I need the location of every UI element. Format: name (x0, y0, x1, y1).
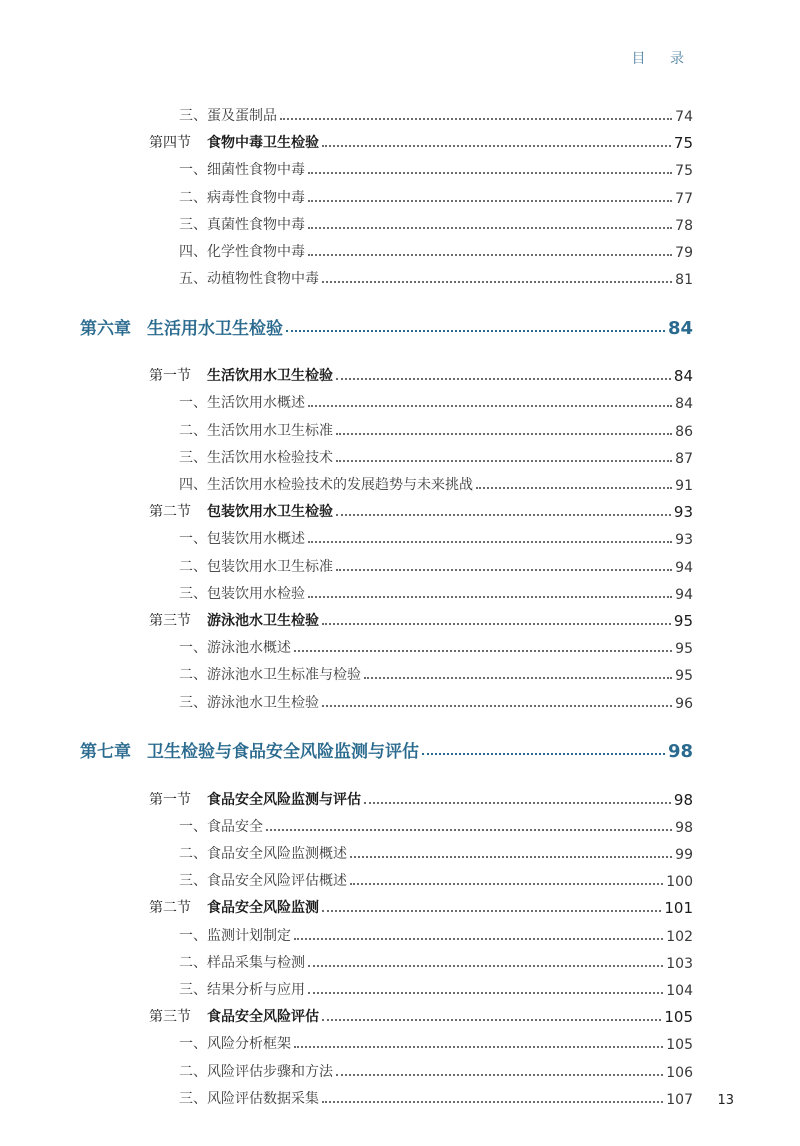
toc-item-row[interactable] (179, 1084, 693, 1108)
toc-section-row[interactable] (149, 361, 693, 385)
toc-page-number: 84 (673, 367, 693, 386)
toc-section-number: 第一节 (149, 368, 191, 385)
toc-item-title: 三、游泳池水卫生检验 (179, 694, 319, 711)
toc-item-title: 一、监测计划制定 (179, 927, 291, 944)
toc-item-title: 二、病毒性食物中毒 (179, 189, 305, 206)
toc-page-number: 93 (673, 503, 693, 522)
toc-section-title: 包装饮用水卫生检验 (207, 504, 333, 521)
toc-page-number: 96 (675, 695, 693, 712)
toc-page-number: 105 (664, 1008, 693, 1027)
toc-page-number: 98 (667, 741, 693, 763)
toc-section-number: 第二节 (149, 504, 191, 521)
toc-page-number: 75 (675, 163, 693, 180)
dot-leader (308, 253, 672, 256)
dot-leader (364, 801, 671, 804)
toc-item-title: 三、真菌性食物中毒 (179, 216, 305, 233)
dot-leader (266, 828, 672, 831)
dot-leader (336, 568, 672, 571)
toc-item-row[interactable] (179, 1029, 693, 1053)
toc-page-number: 105 (666, 1037, 693, 1054)
toc-item-title: 一、游泳池水概述 (179, 640, 291, 657)
toc-chapter-title: 卫生检验与食品安全风险监测与评估 (147, 742, 419, 763)
toc-item-title: 一、风险分析框架 (179, 1036, 291, 1053)
toc-chapter-number: 第六章 (80, 318, 131, 339)
toc-item-row[interactable] (179, 416, 693, 440)
dot-leader (294, 649, 672, 652)
toc-item-row[interactable] (179, 524, 693, 548)
dot-leader (308, 991, 663, 994)
toc-item-row[interactable] (179, 443, 693, 467)
toc-chapter-row[interactable] (80, 734, 693, 762)
toc-item-row[interactable] (179, 579, 693, 603)
toc-section-number: 第三节 (149, 613, 191, 629)
toc-item-row[interactable] (179, 839, 693, 863)
toc-page-number: 104 (666, 983, 693, 999)
dot-leader (350, 855, 672, 858)
toc-item-row[interactable] (179, 921, 693, 945)
toc-page-number: 98 (675, 819, 693, 836)
toc-item-title: 二、生活饮用水卫生标准 (179, 422, 333, 439)
toc-page-number: 99 (675, 847, 693, 863)
toc-section-number: 第四节 (149, 135, 191, 152)
toc-section-row[interactable] (149, 893, 693, 917)
toc-item-row[interactable] (179, 552, 693, 576)
toc-item-title: 二、食品安全风险监测概述 (179, 846, 347, 862)
dot-leader (294, 1045, 663, 1048)
toc-item-title: 三、食品安全风险评估概述 (179, 873, 347, 890)
dot-leader (294, 937, 663, 940)
toc-page-number: 95 (675, 641, 693, 658)
dot-leader (322, 1018, 661, 1021)
running-head: 目 录 (631, 51, 694, 67)
toc-item-row[interactable] (179, 264, 693, 288)
dot-leader (422, 752, 665, 755)
toc-section-number: 第三节 (149, 1009, 191, 1026)
toc-item-title: 四、化学性食物中毒 (179, 244, 305, 260)
dot-leader (280, 117, 672, 120)
dot-leader (286, 329, 665, 332)
toc-page-number: 79 (675, 245, 693, 261)
toc-section-title: 生活饮用水卫生检验 (207, 368, 333, 385)
toc-item-title: 三、包装饮用水检验 (179, 585, 305, 602)
toc-item-title: 三、生活饮用水检验技术 (179, 449, 333, 466)
dot-leader (308, 595, 672, 598)
toc-page-number: 103 (666, 955, 693, 972)
toc-page-number: 102 (666, 928, 693, 945)
toc-page-number: 81 (675, 272, 693, 289)
dot-leader (322, 622, 671, 625)
dot-leader (322, 909, 661, 912)
toc-item-title: 一、生活饮用水概述 (179, 395, 305, 412)
toc-item-row[interactable] (179, 660, 693, 684)
toc-item-row[interactable] (179, 1057, 693, 1081)
toc-section-title: 食物中毒卫生检验 (207, 135, 319, 152)
toc-section-title: 食品安全风险监测 (207, 900, 319, 917)
toc-item-title: 二、样品采集与检测 (179, 954, 305, 971)
toc-item-row[interactable] (179, 237, 693, 261)
dot-leader (350, 882, 663, 885)
toc-item-row[interactable] (179, 183, 693, 207)
toc-page-number: 86 (675, 423, 693, 440)
toc-section-row[interactable] (149, 128, 693, 152)
dot-leader (308, 199, 672, 202)
toc-item-title: 一、食品安全 (179, 818, 263, 835)
toc-page-number: 101 (664, 899, 693, 918)
toc-page-number: 107 (666, 1091, 693, 1108)
toc-chapter-title: 生活用水卫生检验 (147, 318, 283, 339)
toc-item-title: 一、细菌性食物中毒 (179, 162, 305, 179)
toc-item-row[interactable] (179, 633, 693, 657)
toc-section-title: 食品安全风险评估 (207, 1009, 319, 1026)
toc-section-number: 第一节 (149, 791, 191, 808)
toc-page-number: 87 (675, 450, 693, 467)
toc-item-title: 三、结果分析与应用 (179, 982, 305, 998)
toc-item-title: 三、风险评估数据采集 (179, 1090, 319, 1107)
toc-item-title: 二、包装饮用水卫生标准 (179, 558, 333, 575)
toc-page-number: 75 (673, 134, 693, 153)
dot-leader (308, 540, 672, 543)
toc-page-number: 84 (667, 317, 693, 339)
dot-leader (336, 459, 672, 462)
toc-item-title: 三、蛋及蛋制品 (179, 108, 277, 124)
toc-page-number: 98 (673, 790, 693, 809)
dot-leader (308, 964, 663, 967)
toc-page-number: 100 (666, 874, 693, 891)
toc-section-row[interactable] (149, 785, 693, 809)
toc-page-number: 106 (666, 1064, 693, 1081)
toc-page-number: 78 (675, 217, 693, 234)
toc-item-row[interactable] (179, 155, 693, 179)
toc-item-title: 四、生活饮用水检验技术的发展趋势与未来挑战 (179, 477, 473, 493)
toc-page-number: 94 (675, 586, 693, 603)
dot-leader (308, 404, 672, 407)
dot-leader (322, 1100, 663, 1103)
toc-item-row[interactable] (179, 866, 693, 890)
dot-leader (322, 144, 671, 147)
dot-leader (308, 226, 672, 229)
toc-item-title: 一、包装饮用水概述 (179, 531, 305, 548)
dot-leader (336, 1073, 663, 1076)
toc-item-row[interactable] (179, 210, 693, 234)
toc-section-title: 游泳池水卫生检验 (207, 613, 319, 629)
dot-leader (308, 171, 672, 174)
toc-page-number: 95 (673, 612, 693, 630)
toc-item-title: 二、游泳池水卫生标准与检验 (179, 667, 361, 684)
toc-section-title: 食品安全风险监测与评估 (207, 791, 361, 808)
toc-item-title: 五、动植物性食物中毒 (179, 271, 319, 288)
dot-leader (322, 704, 672, 707)
toc-page-number: 91 (675, 478, 693, 494)
dot-leader (336, 432, 672, 435)
page-number: 13 (717, 1093, 734, 1108)
toc-section-row[interactable] (149, 606, 693, 630)
toc-item-row[interactable] (179, 470, 693, 494)
toc-item-row[interactable] (179, 688, 693, 712)
toc-page-number: 93 (675, 532, 693, 549)
toc-chapter-number: 第七章 (80, 742, 131, 763)
toc-page-number: 84 (675, 396, 693, 413)
dot-leader (364, 676, 672, 679)
toc-page-number: 74 (675, 109, 693, 125)
toc-item-row[interactable] (179, 975, 693, 999)
toc-item-row[interactable] (179, 948, 693, 972)
toc-item-row[interactable] (179, 388, 693, 412)
toc-page-number: 94 (675, 559, 693, 576)
toc-section-row[interactable] (149, 1002, 693, 1026)
toc-item-row[interactable] (179, 812, 693, 836)
dot-leader (336, 377, 671, 380)
toc-chapter-row[interactable] (80, 311, 693, 339)
dot-leader (322, 280, 672, 283)
dot-leader (336, 513, 671, 516)
toc-page-number: 95 (675, 668, 693, 685)
toc-section-number: 第二节 (149, 900, 191, 917)
toc-page-number: 77 (675, 190, 693, 207)
toc-section-row[interactable] (149, 497, 693, 521)
toc-item-title: 二、风险评估步骤和方法 (179, 1063, 333, 1080)
toc-item-row[interactable] (179, 101, 693, 125)
dot-leader (476, 486, 672, 489)
